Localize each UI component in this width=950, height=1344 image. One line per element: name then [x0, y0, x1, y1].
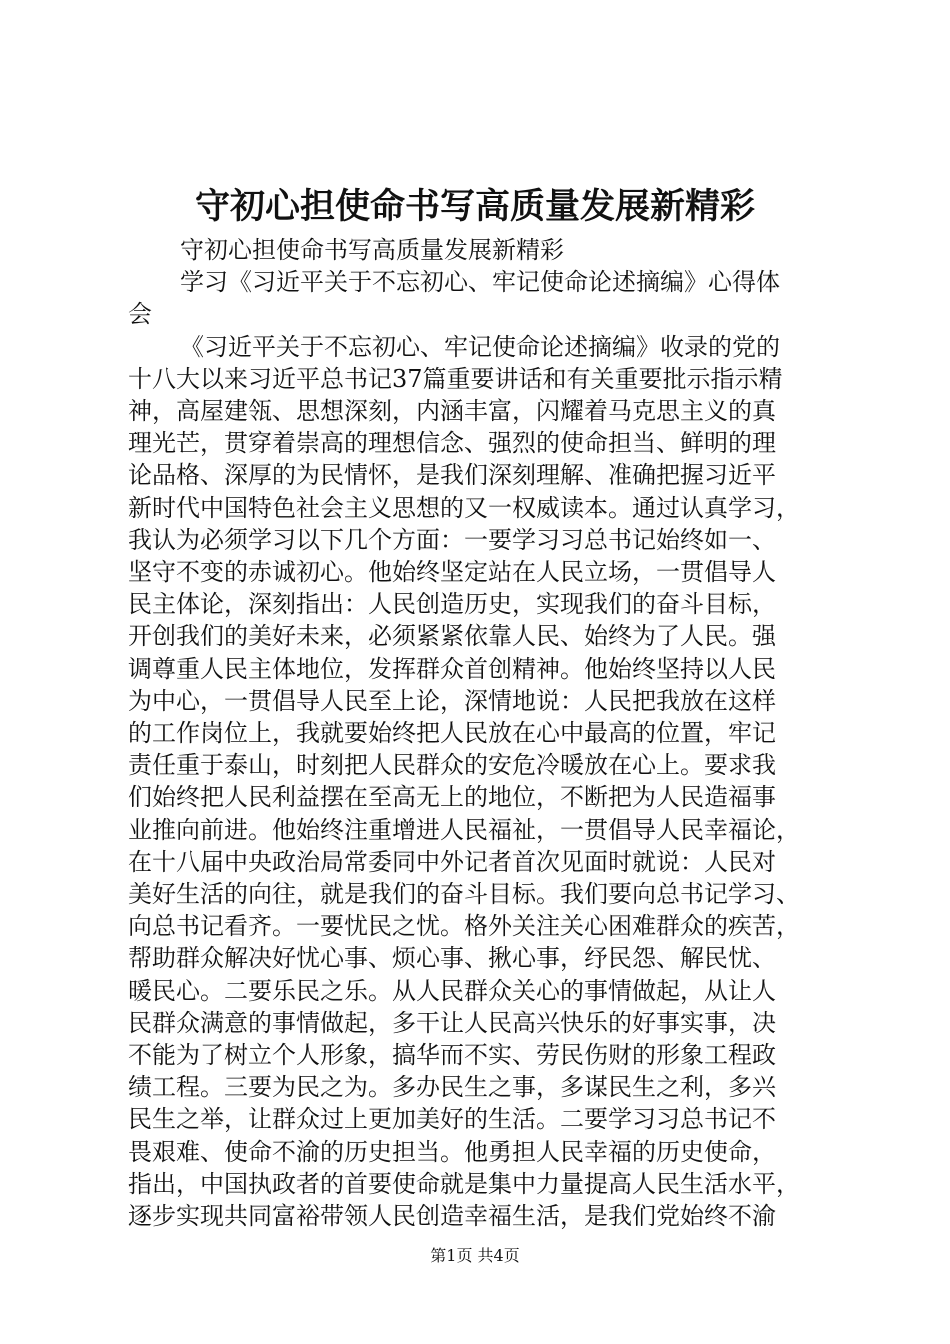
- paragraph-line: 神，高屋建瓴、思想深刻，内涵丰富，闪耀着马克思主义的真: [128, 397, 776, 426]
- paragraph-line: 坚守不变的赤诚初心。他始终坚定站在人民立场，一贯倡导人: [128, 558, 776, 587]
- paragraph-line: 民生之举，让群众过上更加美好的生活。二要学习习总书记不: [128, 1105, 776, 1134]
- paragraph-line: 美好生活的向往，就是我们的奋斗目标。我们要向总书记学习、: [128, 880, 800, 909]
- paragraph-line: 调尊重人民主体地位，发挥群众首创精神。他始终坚持以人民: [128, 654, 776, 683]
- paragraph-line: 十八大以来习近平总书记37篇重要讲话和有关重要批示指示精: [128, 364, 783, 393]
- paragraph-line: 不能为了树立个人形象，搞华而不实、劳民伤财的形象工程政: [128, 1041, 776, 1070]
- paragraph-line: 理光芒，贯穿着崇高的理想信念、强烈的使命担当、鲜明的理: [128, 429, 776, 458]
- document-body: [128, 234, 828, 1232]
- paragraph-line: 民主体论，深刻指出：人民创造历史，实现我们的奋斗目标，: [128, 590, 776, 619]
- paragraph-line: 的工作岗位上，我就要始终把人民放在心中最高的位置，牢记: [128, 719, 776, 748]
- paragraph-line: 绩工程。三要为民之为。多办民生之事，多谋民生之利，多兴: [128, 1073, 776, 1102]
- paragraph-line: 论品格、深厚的为民情怀，是我们深刻理解、准确把握习近平: [128, 461, 776, 490]
- paragraph-line: 我认为必须学习以下几个方面：一要学习习总书记始终如一、: [128, 525, 776, 554]
- paragraph-line: 责任重于泰山，时刻把人民群众的安危冷暖放在心上。要求我: [128, 751, 776, 780]
- subtitle-line: 会: [128, 300, 152, 329]
- paragraph-line: 们始终把人民利益摆在至高无上的地位，不断把为人民造福事: [128, 783, 776, 812]
- paragraph-line: 为中心，一贯倡导人民至上论，深情地说：人民把我放在这样: [128, 686, 776, 715]
- paragraph-line: 在十八届中央政治局常委同中外记者首次见面时就说：人民对: [128, 847, 776, 876]
- paragraph-line: 新时代中国特色社会主义思想的又一权威读本。通过认真学习，: [128, 493, 800, 522]
- paragraph-line: 《习近平关于不忘初心、牢记使命论述摘编》收录的党的: [180, 332, 780, 361]
- paragraph-line: 畏艰难、使命不渝的历史担当。他勇担人民幸福的历史使命，: [128, 1137, 776, 1166]
- paragraph-line: 开创我们的美好未来，必须紧紧依靠人民、始终为了人民。强: [128, 622, 776, 651]
- paragraph-line: 逐步实现共同富裕带领人民创造幸福生活，是我们党始终不渝: [128, 1202, 776, 1231]
- page-number-footer: 第1页 共4页: [430, 1246, 520, 1265]
- paragraph-line: 暖民心。二要乐民之乐。从人民群众关心的事情做起，从让人: [128, 976, 776, 1005]
- paragraph-line: 向总书记看齐。一要忧民之忧。格外关注关心困难群众的疾苦，: [128, 912, 800, 941]
- document-title: 守初心担使命书写高质量发展新精彩: [194, 186, 755, 227]
- subtitle-line: 学习《习近平关于不忘初心、牢记使命论述摘编》心得体: [180, 268, 780, 297]
- paragraph-line: 指出，中国执政者的首要使命就是集中力量提高人民生活水平，: [128, 1169, 800, 1198]
- paragraph-line: 民群众满意的事情做起，多干让人民高兴快乐的好事实事，决: [128, 1008, 776, 1037]
- paragraph-line: 帮助群众解决好忧心事、烦心事、揪心事，纾民怨、解民忧、: [128, 944, 776, 973]
- subtitle-line: 守初心担使命书写高质量发展新精彩: [180, 236, 564, 264]
- paragraph-line: 业推向前进。他始终注重增进人民福祉，一贯倡导人民幸福论，: [128, 815, 800, 844]
